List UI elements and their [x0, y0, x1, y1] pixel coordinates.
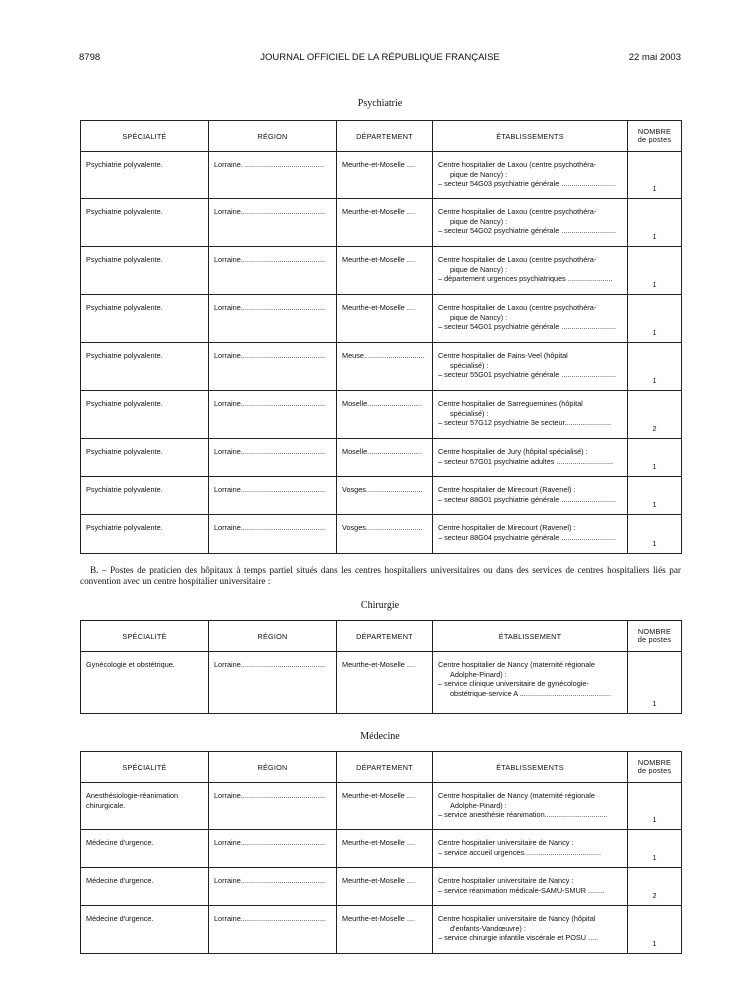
table-row	[81, 152, 682, 199]
cell-etablissement	[433, 152, 628, 199]
cell-specialite: Psychiatrie polyvalente.	[81, 295, 209, 343]
etablissement-line: Centre hospitalier de Jury (hôpital spécialisé) :	[438, 447, 588, 456]
col-header-specialite: SPÉCIALITÉ	[81, 621, 209, 652]
etablissement-line: Centre hospitalier universitaire de Nancy (hôpital	[438, 914, 596, 923]
cell-etablissement	[433, 343, 628, 391]
cell-specialite: Psychiatrie polyvalente.	[81, 247, 209, 295]
cell-etablissement	[433, 295, 628, 343]
cell-etablissement	[433, 391, 628, 439]
cell-departement: Meurthe-et-Moselle ....	[337, 247, 433, 295]
table-row	[81, 199, 682, 247]
cell-departement: Meuse..............................	[337, 343, 433, 391]
cell-region: Lorraine..........................................	[209, 783, 337, 830]
table-row	[81, 247, 682, 295]
etablissement-line: Centre hospitalier de Nancy (maternité régionale	[438, 791, 595, 800]
table-row	[81, 391, 682, 439]
cell-nombre: 1	[628, 906, 682, 954]
table-row	[81, 906, 682, 954]
col-header-nombre-line1: NOMBRE	[637, 127, 672, 136]
cell-nombre: 1	[628, 152, 682, 199]
table-row	[81, 652, 682, 714]
etablissement-line: pique de Nancy) :	[450, 264, 508, 274]
cell-nombre: 2	[628, 868, 682, 906]
cell-etablissement	[433, 830, 628, 868]
cell-etablissement	[433, 247, 628, 295]
paragraph-b: B. – Postes de praticien des hôpitaux à temps partiel situés dans les centres hospitaliers universitaires ou dans des services de centres hospitaliers liés par convention avec un centre hospitalier universitaire :	[80, 565, 681, 586]
cell-region: Lorraine..........................................	[209, 247, 337, 295]
section-title-psychiatrie: Psychiatrie	[357, 98, 403, 109]
cell-region: Lorraine..........................................	[209, 439, 337, 477]
table-row	[81, 477, 682, 515]
section-title-medecine: Médecine	[360, 731, 400, 742]
col-header-region: RÉGION	[209, 121, 337, 152]
col-header-nombre-line2: de postes	[637, 635, 672, 644]
cell-departement: Meurthe-et-Moselle ....	[337, 152, 433, 199]
table-row	[81, 295, 682, 343]
col-header-etablissements: ÉTABLISSEMENTS	[433, 121, 628, 152]
col-header-nombre-line2: de postes	[637, 766, 672, 775]
cell-specialite: Médecine d'urgence.	[81, 906, 209, 954]
table-row	[81, 783, 682, 830]
cell-region: Lorraine. .......................................	[209, 152, 337, 199]
etablissement-line: – secteur 88G01 psychiatrie générale ...........................	[438, 494, 617, 504]
table-header-row	[81, 752, 682, 783]
col-header-specialite: SPÉCIALITÉ	[81, 752, 209, 783]
col-header-departement: DÉPARTEMENT	[337, 121, 433, 152]
cell-etablissement	[433, 199, 628, 247]
etablissement-line: – secteur 57G12 psychiatrie 3e secteur.......................	[438, 418, 612, 428]
etablissement-line: pique de Nancy) :	[450, 216, 508, 226]
table-psychiatrie	[80, 120, 682, 554]
cell-nombre: 1	[628, 343, 682, 391]
etablissement-line: – service réanimation médicale-SAMU-SMUR ........	[438, 885, 605, 895]
cell-nombre: 1	[628, 477, 682, 515]
cell-region: Lorraine..........................................	[209, 515, 337, 554]
cell-departement: Meurthe-et-Moselle ....	[337, 295, 433, 343]
cell-nombre: 1	[628, 652, 682, 714]
etablissement-line: – secteur 54G03 psychiatrie générale ...........................	[438, 179, 617, 189]
journal-title: JOURNAL OFFICIEL DE LA RÉPUBLIQUE FRANÇAISE	[260, 52, 500, 63]
etablissement-line: Centre hospitalier universitaire de Nancy :	[438, 838, 574, 847]
table-row	[81, 515, 682, 554]
etablissement-line: Centre hospitalier de Fains-Veel (hôpital	[438, 351, 568, 360]
cell-departement: Meurthe-et-Moselle ....	[337, 199, 433, 247]
cell-specialite: Psychiatrie polyvalente.	[81, 152, 209, 199]
cell-region: Lorraine..........................................	[209, 830, 337, 868]
col-header-departement: DÉPARTEMENT	[337, 621, 433, 652]
table-row	[81, 343, 682, 391]
table-row	[81, 439, 682, 477]
cell-nombre: 1	[628, 830, 682, 868]
etablissement-line: pique de Nancy) :	[450, 169, 508, 179]
cell-nombre: 1	[628, 439, 682, 477]
table-medecine	[80, 751, 682, 954]
cell-departement: Vosges............................	[337, 515, 433, 554]
cell-departement: Vosges............................	[337, 477, 433, 515]
cell-specialite: Psychiatrie polyvalente.	[81, 199, 209, 247]
etablissement-line: Centre hospitalier de Mirecourt (Ravenel) :	[438, 523, 576, 532]
table-chirurgie	[80, 620, 682, 714]
col-header-nombre-line2: de postes	[637, 135, 672, 144]
cell-region: Lorraine..........................................	[209, 391, 337, 439]
etablissement-line: d'enfants-Vandœuvre) :	[450, 923, 526, 933]
cell-region: Lorraine..........................................	[209, 477, 337, 515]
cell-nombre: 1	[628, 515, 682, 554]
etablissement-line: Centre hospitalier de Laxou (centre psychothéra-	[438, 255, 597, 264]
col-header-specialite: SPÉCIALITÉ	[81, 121, 209, 152]
cell-region: Lorraine..........................................	[209, 868, 337, 906]
cell-specialite: Gynécologie et obstétrique.	[81, 652, 209, 714]
cell-etablissement	[433, 439, 628, 477]
etablissement-line: Adolphe-Pinard) :	[450, 800, 507, 810]
cell-etablissement	[433, 477, 628, 515]
col-header-region: RÉGION	[209, 621, 337, 652]
etablissement-line: spécialisé) :	[450, 360, 489, 370]
etablissement-line: – secteur 88G04 psychiatrie générale ...........................	[438, 532, 617, 542]
cell-etablissement	[433, 906, 628, 954]
cell-region: Lorraine..........................................	[209, 652, 337, 714]
col-header-etablissements: ÉTABLISSEMENTS	[433, 752, 628, 783]
page-number: 8798	[79, 52, 101, 63]
etablissement-line: obstétrique-service A .............................................	[450, 688, 611, 698]
cell-specialite: Médecine d'urgence.	[81, 830, 209, 868]
etablissement-line: spécialisé) :	[450, 408, 489, 418]
col-header-etablissements: ÉTABLISSEMENT	[433, 621, 628, 652]
etablissement-line: – secteur 55G01 psychiatrie générale ...........................	[438, 370, 617, 380]
cell-specialite: Médecine d'urgence.	[81, 868, 209, 906]
publication-date: 22 mai 2003	[628, 52, 681, 63]
etablissement-line: Centre hospitalier de Laxou (centre psychothéra-	[438, 303, 597, 312]
etablissement-line: pique de Nancy) :	[450, 312, 508, 322]
cell-specialite: Psychiatrie polyvalente.	[81, 477, 209, 515]
table-row	[81, 868, 682, 906]
cell-etablissement	[433, 652, 628, 714]
page-header	[79, 52, 681, 66]
etablissement-line: – secteur 54G01 psychiatrie générale ...........................	[438, 322, 617, 332]
etablissement-line: – secteur 57G01 psychiatrie adultes ............................	[438, 456, 614, 466]
cell-nombre: 2	[628, 391, 682, 439]
etablissement-line: Centre hospitalier de Laxou (centre psychothéra-	[438, 207, 597, 216]
cell-etablissement	[433, 868, 628, 906]
etablissement-line: Centre hospitalier de Sarreguemines (hôpital	[438, 399, 583, 408]
table-row	[81, 830, 682, 868]
etablissement-line: Centre hospitalier de Laxou (centre psychothéra-	[438, 160, 597, 169]
cell-region: Lorraine..........................................	[209, 343, 337, 391]
section-title-chirurgie: Chirurgie	[360, 600, 400, 611]
cell-region: Lorraine..........................................	[209, 295, 337, 343]
cell-etablissement	[433, 783, 628, 830]
cell-region: Lorraine..........................................	[209, 906, 337, 954]
cell-nombre: 1	[628, 295, 682, 343]
etablissement-line: – service chirurgie infantile viscérale et POSU .....	[438, 933, 599, 943]
cell-departement: Meurthe-et-Moselle ....	[337, 783, 433, 830]
etablissement-line: – service clinique universitaire de gynécologie-	[438, 679, 589, 689]
cell-departement: Moselle...........................	[337, 391, 433, 439]
cell-specialite: Psychiatrie polyvalente.	[81, 391, 209, 439]
etablissement-line: – service accueil urgences......................................	[438, 847, 602, 857]
cell-departement: Meurthe-et-Moselle ....	[337, 652, 433, 714]
cell-nombre: 1	[628, 247, 682, 295]
col-header-departement: DÉPARTEMENT	[337, 752, 433, 783]
etablissement-line: – service anesthésie réanimation...............................	[438, 810, 608, 820]
cell-etablissement	[433, 515, 628, 554]
cell-specialite: Psychiatrie polyvalente.	[81, 439, 209, 477]
cell-specialite: Anesthésiologie-réanimation chirurgicale.	[81, 783, 209, 830]
table-header-row	[81, 621, 682, 652]
col-header-region: RÉGION	[209, 752, 337, 783]
etablissement-line: Centre hospitalier universitaire de Nancy :	[438, 876, 574, 885]
col-header-nombre-line1: NOMBRE	[637, 627, 672, 636]
cell-departement: Meurthe-et-Moselle ....	[337, 830, 433, 868]
cell-nombre: 1	[628, 199, 682, 247]
table-header-row	[81, 121, 682, 152]
cell-specialite: Psychiatrie polyvalente.	[81, 343, 209, 391]
cell-departement: Meurthe-et-Moselle ....	[337, 868, 433, 906]
col-header-nombre-line1: NOMBRE	[637, 758, 672, 767]
col-header-nombre	[628, 752, 682, 783]
etablissement-line: Centre hospitalier de Nancy (maternité régionale	[438, 660, 595, 669]
cell-departement: Meurthe-et-Moselle ....	[337, 906, 433, 954]
etablissement-line: Centre hospitalier de Mirecourt (Ravenel) :	[438, 485, 576, 494]
cell-specialite: Psychiatrie polyvalente.	[81, 515, 209, 554]
col-header-nombre	[628, 621, 682, 652]
cell-departement: Moselle...........................	[337, 439, 433, 477]
col-header-nombre	[628, 121, 682, 152]
etablissement-line: – département urgences psychiatriques ......................	[438, 274, 613, 284]
cell-region: Lorraine..........................................	[209, 199, 337, 247]
etablissement-line: – secteur 54G02 psychiatrie générale ...........................	[438, 226, 617, 236]
cell-nombre: 1	[628, 783, 682, 830]
etablissement-line: Adolphe-Pinard) :	[450, 669, 507, 679]
